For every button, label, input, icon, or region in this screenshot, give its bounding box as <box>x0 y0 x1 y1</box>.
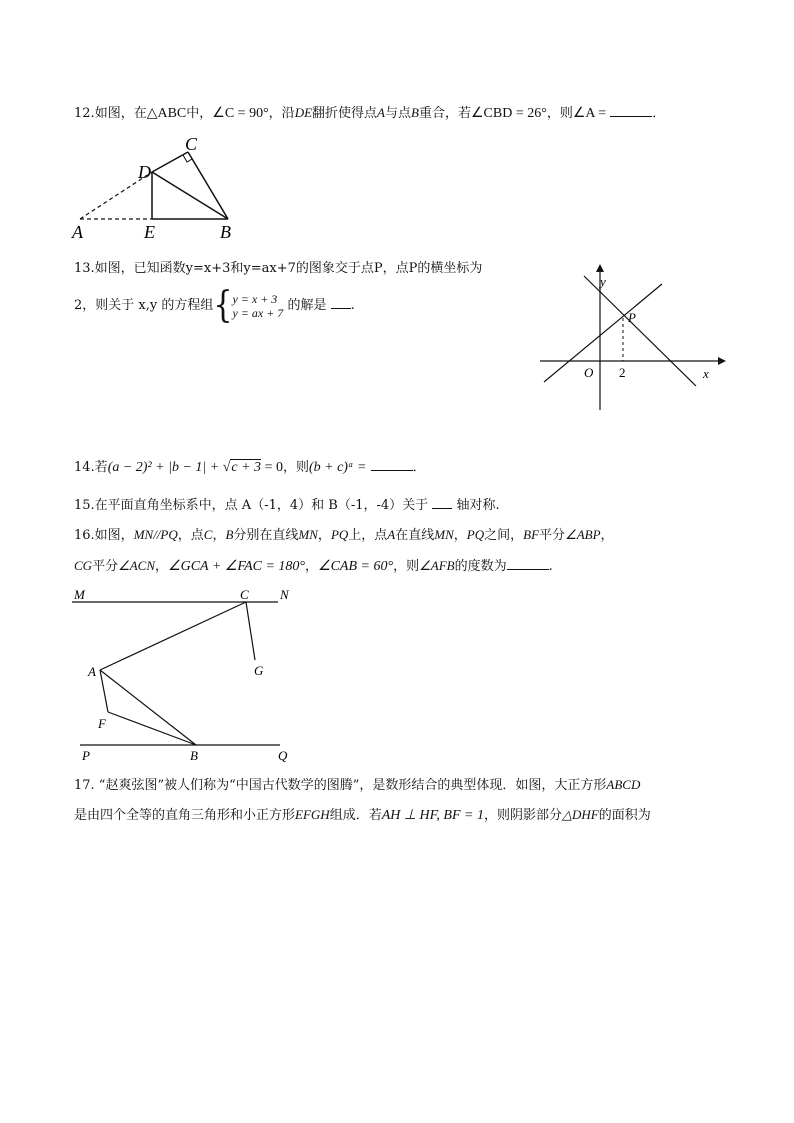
q12-figure <box>70 132 240 242</box>
q13-line1: 13.如图，已知函数y=x+3和y=ax+7的图象交于点P，点P的横坐标为 <box>74 261 483 276</box>
q12-answer-blank <box>610 104 652 117</box>
q12-label-d: D <box>138 162 151 182</box>
q12-label-b: B <box>220 222 231 242</box>
q16-label-f: F <box>98 716 106 731</box>
q15-text: 15.在平面直角坐标系中，点 A（-1，4）和 B（-1，-4）关于 轴对称. <box>74 498 500 513</box>
q16-figure <box>70 586 310 766</box>
q13-graph <box>540 262 730 412</box>
q16-line2: CG平分∠ACN，∠GCA + ∠FAC = 180°，∠CAB = 60°，则∠AFB的度数为 . <box>74 558 553 574</box>
q13-label-y: y <box>600 274 606 289</box>
q16-label-p: P <box>82 748 90 763</box>
q12-text: 12.如图，在△ABC中，∠C = 90°，沿DE翻折使得点A与点B重合，若∠CBD = 26°，则∠A = ． <box>74 105 666 121</box>
q14-text: 14.若(a − 2)² + |b − 1| + √c + 3 = 0，则(b + c)ᵃ = ． <box>74 460 426 475</box>
q16-label-q: Q <box>278 748 288 763</box>
q13-answer-blank <box>331 296 351 309</box>
q12-label-c: C <box>185 134 198 154</box>
q15-answer-blank <box>432 496 452 509</box>
q13-label-2: 2 <box>619 365 626 380</box>
q13-label-o: O <box>584 365 594 380</box>
q16-answer-blank <box>507 557 549 570</box>
q16-label-a: A <box>88 664 96 679</box>
q13-eq2: y = ax + 7 <box>232 305 284 320</box>
q13-eq1: y = x + 3 <box>232 291 278 306</box>
q16-label-m: M <box>74 587 85 602</box>
q14-answer-blank <box>371 458 413 471</box>
q16-line1: 16.如图，MN//PQ，点C，B分别在直线MN，PQ上，点A在直线MN，PQ之间，BF平分∠ABP， <box>74 527 614 543</box>
q12-label-a: A <box>72 222 83 242</box>
q17-line1: 17. “赵爽弦图”被人们称为“中国古代数学的图腾”，是数形结合的典型体现．如图，大正方形ABCD <box>74 777 641 793</box>
q16-label-c: C <box>240 587 249 602</box>
q16-label-b: B <box>190 748 198 763</box>
q16-label-g: G <box>254 663 264 678</box>
q17-line2: 是由四个全等的直角三角形和小正方形EFGH组成．若AH ⊥ HF, BF = 1，则阴影部分△DHF的面积为 <box>74 807 651 823</box>
q16-label-n: N <box>280 587 289 602</box>
q13-label-x: x <box>703 366 709 381</box>
q13-label-p: P <box>628 310 636 325</box>
q13-line2: 2，则关于 x,y 的方程组{y = x + 3 y = ax + 7 的解是 . <box>74 283 355 326</box>
q12-label-e: E <box>144 222 155 242</box>
